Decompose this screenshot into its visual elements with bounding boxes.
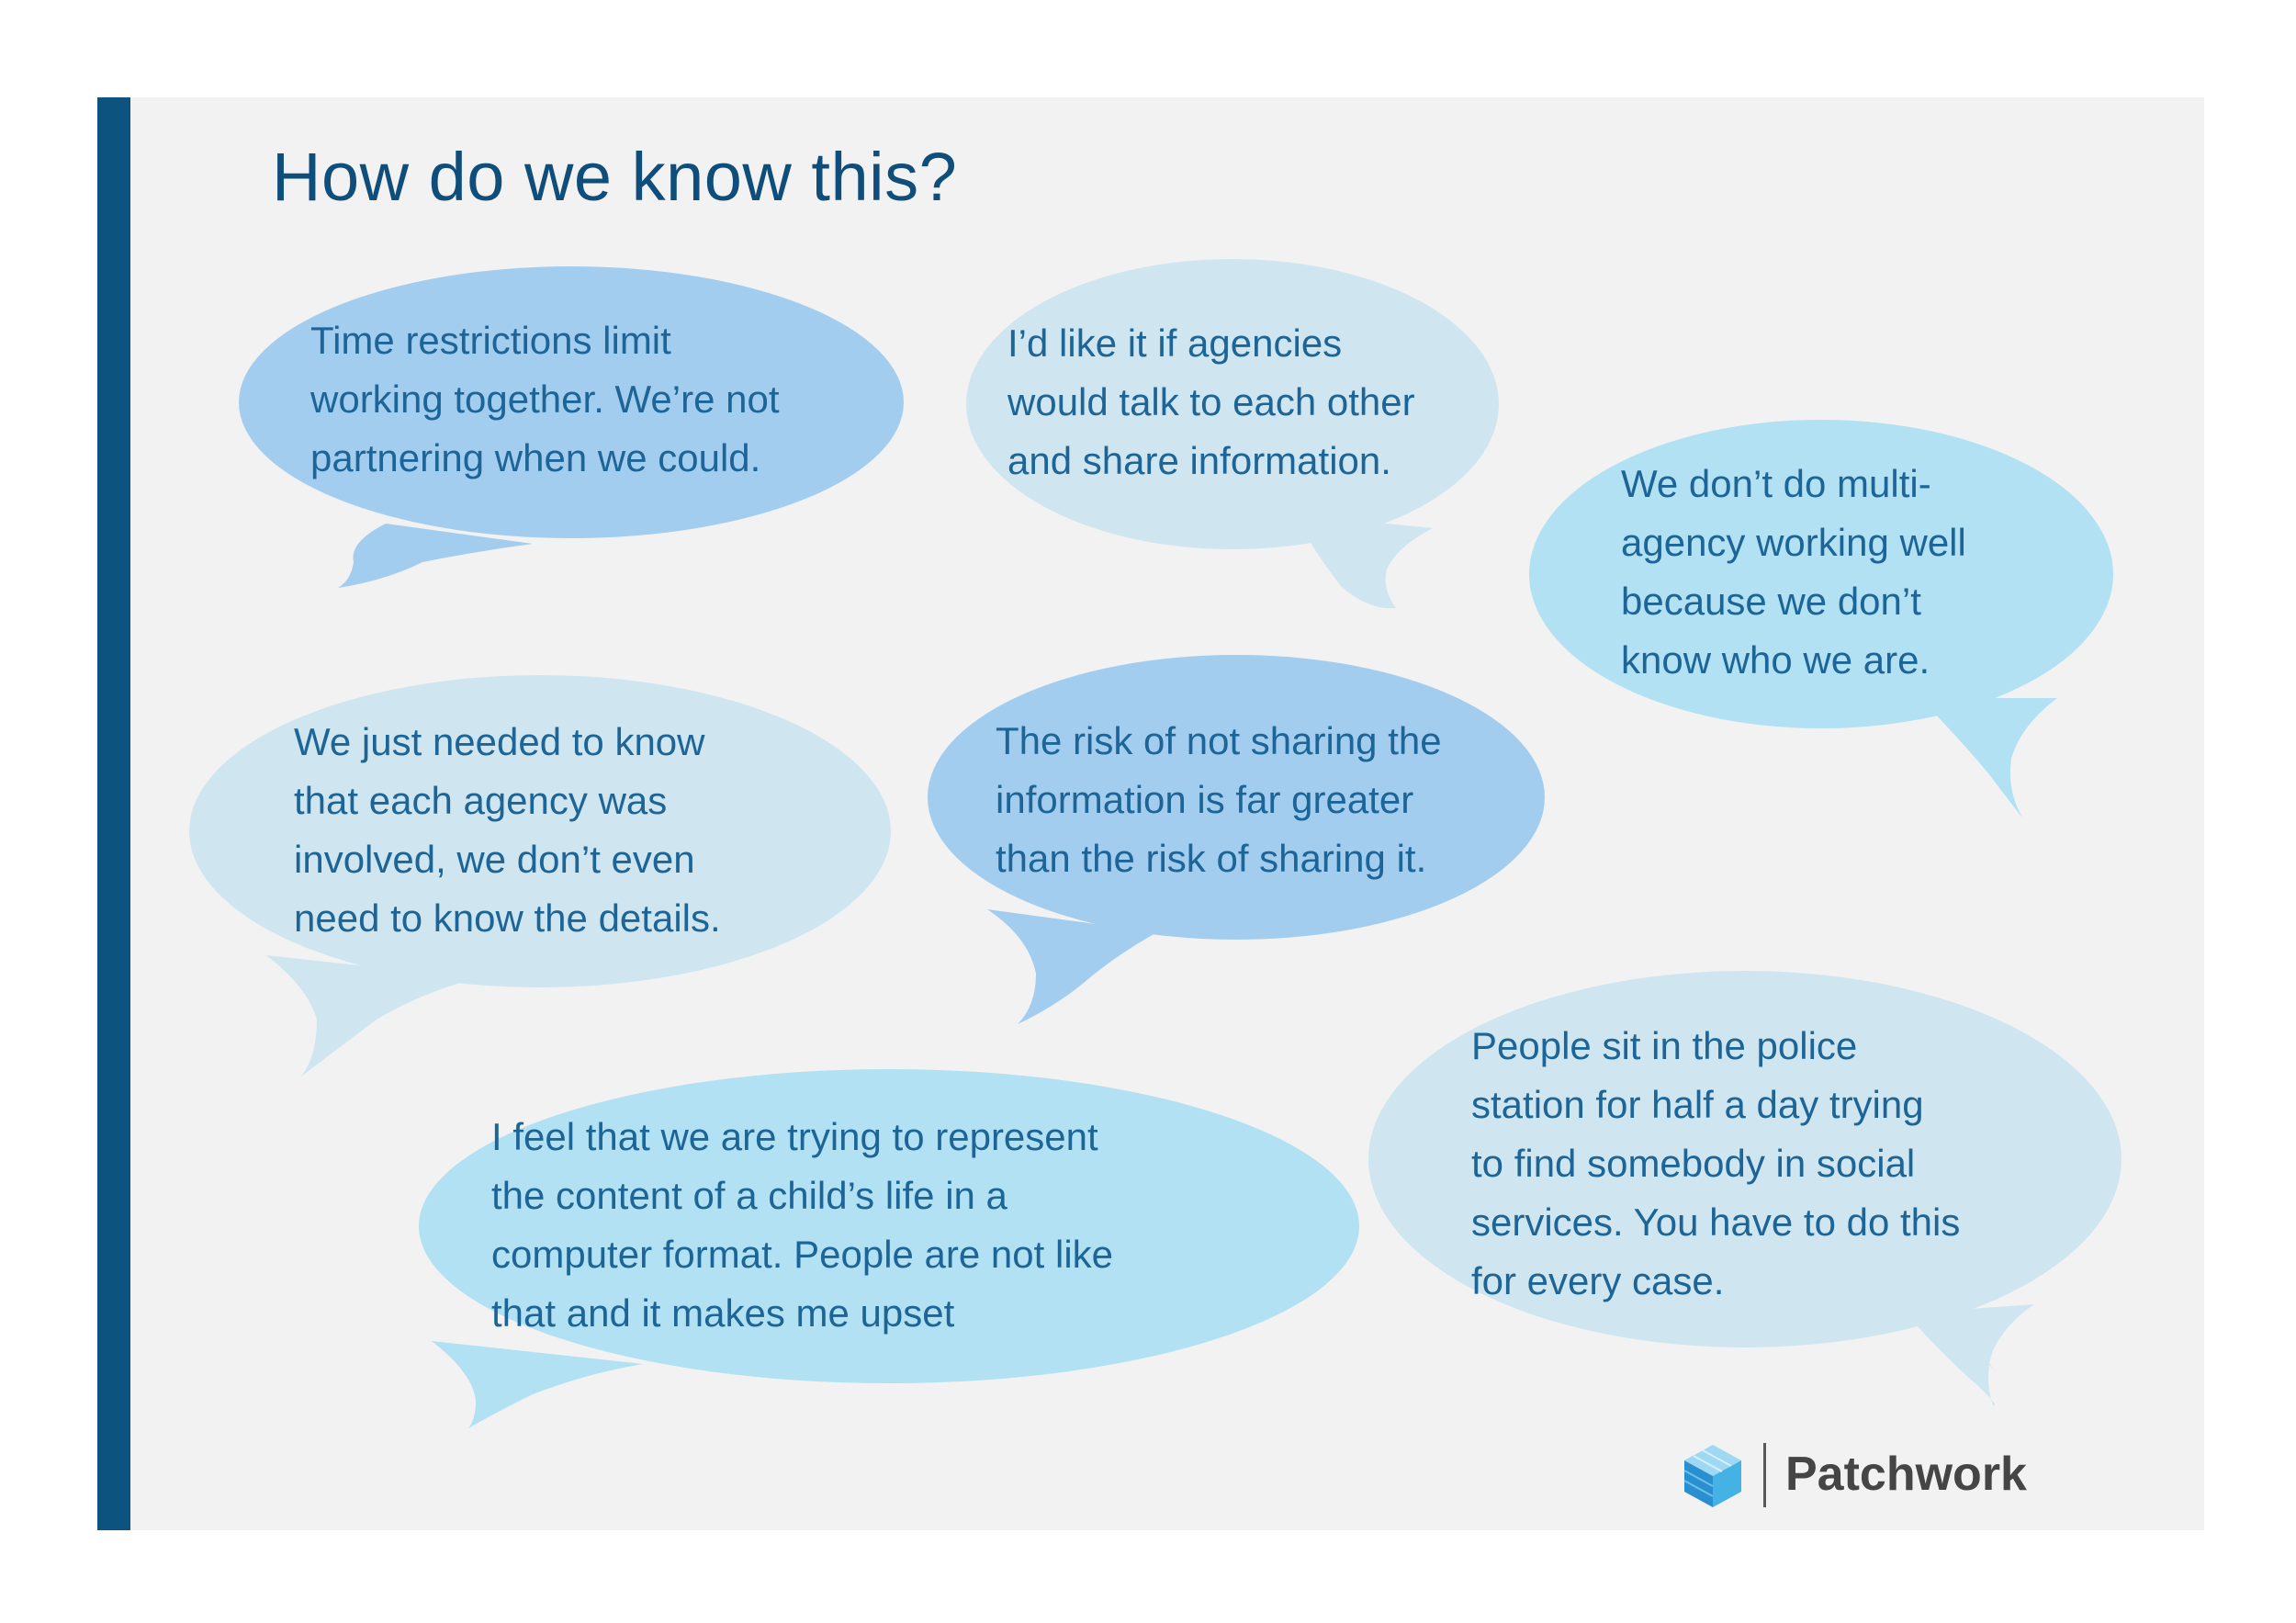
quote-line: that each agency was <box>294 779 668 822</box>
quote-5 <box>996 712 1442 888</box>
quote-line: We don’t do multi- <box>1621 462 1931 505</box>
quote-line: because we don’t <box>1621 580 1921 623</box>
quote-line: We just needed to know <box>294 720 705 763</box>
quote-line: that and it makes me upset <box>491 1291 955 1335</box>
quote-line: than the risk of sharing it. <box>996 837 1427 880</box>
quote-line: to find somebody in social <box>1471 1142 1916 1185</box>
quote-line: information is far greater <box>996 778 1414 821</box>
quote-3 <box>1621 455 1966 690</box>
quote-line: computer format. People are not like <box>491 1233 1114 1276</box>
quote-2 <box>1007 314 1415 490</box>
quote-line: People sit in the police <box>1471 1024 1858 1067</box>
quote-line: partnering when we could. <box>310 436 761 479</box>
quote-7 <box>491 1108 1113 1343</box>
quote-line: the content of a child’s life in a <box>491 1174 1007 1217</box>
quote-line: and share information. <box>1007 439 1391 482</box>
quote-1 <box>310 311 780 488</box>
quote-line: Time restrictions limit <box>310 319 671 362</box>
quote-line: involved, we don’t even <box>294 838 695 881</box>
quote-line: station for half a day trying <box>1471 1083 1924 1126</box>
quote-line: need to know the details. <box>294 896 721 940</box>
quote-line: agency working well <box>1621 521 1966 564</box>
quote-line: services. You have to do this <box>1471 1200 1961 1244</box>
quote-line: I feel that we are trying to represent <box>491 1115 1098 1158</box>
quote-6 <box>1471 1017 1960 1311</box>
quote-line: I’d like it if agencies <box>1007 321 1343 365</box>
patchwork-cube-icon <box>1683 1443 1743 1509</box>
page-title: How do we know this? <box>272 139 958 215</box>
logo-divider <box>1763 1443 1766 1507</box>
quote-line: working together. We’re not <box>310 378 780 421</box>
logo-text: Patchwork <box>1785 1448 2027 1501</box>
quote-4 <box>294 713 721 948</box>
quote-line: The risk of not sharing the <box>996 719 1442 762</box>
quote-line: know who we are. <box>1621 638 1930 682</box>
quote-line: would talk to each other <box>1007 380 1415 423</box>
quote-line: for every case. <box>1471 1259 1725 1302</box>
